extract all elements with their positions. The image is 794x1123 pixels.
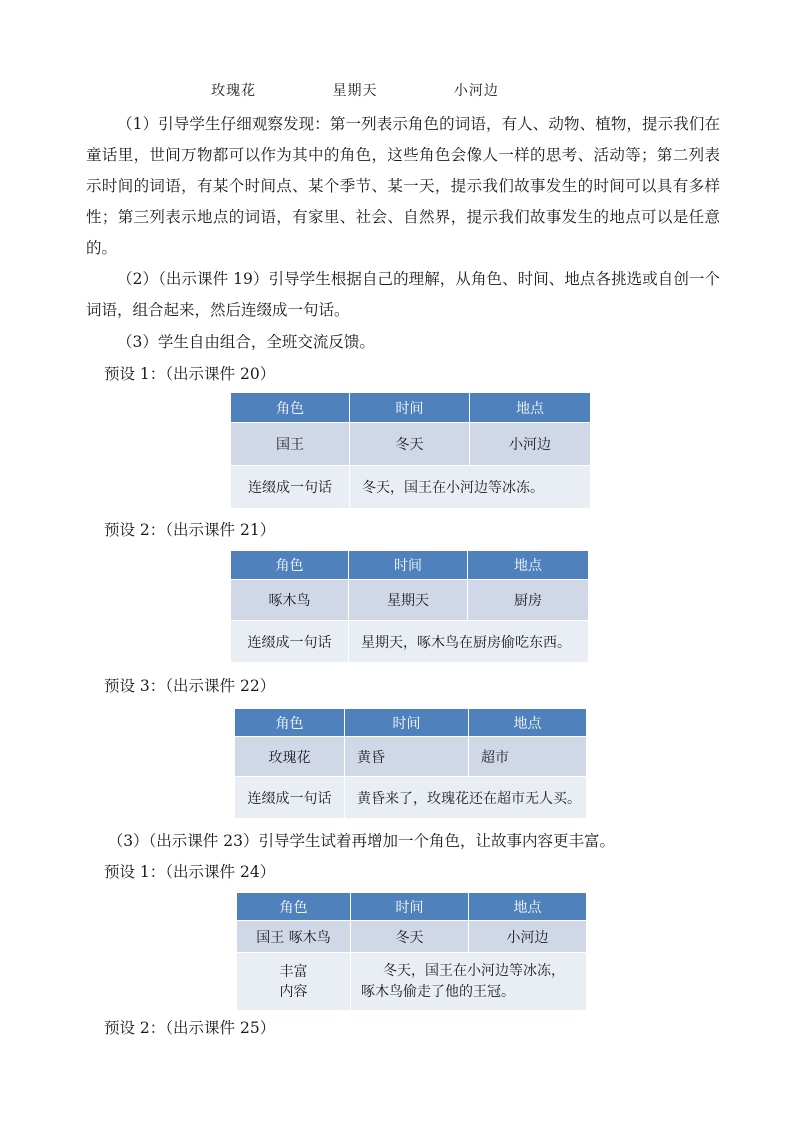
cell-place: 超市 <box>469 737 587 777</box>
preset-label-3: 预设 3：（出示课件 22） <box>104 677 276 695</box>
row-label: 连缀成一句话 <box>235 777 345 819</box>
paragraph-4: （3）（出示课件 23）引导学生试着再增加一个角色，让故事内容更丰富。 <box>107 832 615 850</box>
preset-label-5: 预设 2：（出示课件 25） <box>104 1019 276 1037</box>
preset-label-1: 预设 1：（出示课件 20） <box>104 365 276 383</box>
header-role: 角色 <box>237 893 351 921</box>
cell-time: 冬天 <box>351 921 469 953</box>
word-table-1 <box>230 392 591 509</box>
header-time: 时间 <box>349 551 468 580</box>
word-table-3 <box>234 708 587 819</box>
header-role: 角色 <box>231 393 350 423</box>
paragraph-2: （2）（出示课件 19）引导学生根据自己的理解，从角色、时间、地点各挑选或自创一个词语，组合起来，然后连缀成一句话。 <box>86 270 720 319</box>
cell-time: 星期天 <box>349 580 468 621</box>
cell-time: 冬天 <box>350 423 470 466</box>
header-place: 地点 <box>469 709 587 737</box>
header-time: 时间 <box>350 393 470 423</box>
row-label-line-2: 内容 <box>279 983 308 1000</box>
word-table-2 <box>230 550 589 663</box>
row-label: 连缀成一句话 <box>231 621 349 663</box>
preset-label-4: 预设 1：（出示课件 24） <box>104 863 276 881</box>
row-label: 连缀成一句话 <box>231 466 350 509</box>
cell-sentence <box>351 953 587 1011</box>
cell-role: 玫瑰花 <box>235 737 345 777</box>
cell-role: 国王 <box>231 423 350 466</box>
cell-sentence: 冬天，国王在小河边等冰冻。 <box>350 466 591 509</box>
header-role: 角色 <box>231 551 349 580</box>
paragraph-3: （3）学生自由组合，全班交流反馈。 <box>117 333 375 351</box>
header-place: 地点 <box>470 393 591 423</box>
row-label <box>237 953 351 1011</box>
header-place: 地点 <box>468 551 589 580</box>
preset-label-2: 预设 2：（出示课件 21） <box>104 521 276 539</box>
header-place: 地点 <box>469 893 587 921</box>
header-time: 时间 <box>345 709 469 737</box>
cell-sentence: 星期天，啄木鸟在厨房偷吃东西。 <box>349 621 589 663</box>
cell-place: 小河边 <box>469 921 587 953</box>
sentence-line-2: 啄木鸟偷走了他的王冠。 <box>361 983 515 1000</box>
sentence-line-1: 冬天，国王在小河边等冰冻， <box>383 962 565 979</box>
cell-place: 厨房 <box>468 580 589 621</box>
header-role: 角色 <box>235 709 345 737</box>
cell-sentence: 黄昏来了，玫瑰花还在超市无人买。 <box>345 777 587 819</box>
cell-role: 国王 啄木鸟 <box>237 921 351 953</box>
cell-time: 黄昏 <box>345 737 469 777</box>
word-heading: 玫瑰花 星期天 小河边 <box>211 83 499 99</box>
cell-place: 小河边 <box>470 423 591 466</box>
cell-role: 啄木鸟 <box>231 580 349 621</box>
row-label-line-1: 丰富 <box>279 963 308 980</box>
word-table-4 <box>236 892 587 1011</box>
header-time: 时间 <box>351 893 469 921</box>
paragraph-1: （1）引导学生仔细观察发现：第一列表示角色的词语，有人、动物、植物，提示我们在童话里，世间万物都可以作为其中的角色，这些角色会像人一样的思考、活动等；第二列表示时间的词语，有某个时间点、某个季节、某一天，提示我们故事发生的时间可以具有多样性；第三列表示地点的词语，有家里、社会、自然界，提示我们故事发生的地点可以是任意的。 <box>86 115 720 257</box>
